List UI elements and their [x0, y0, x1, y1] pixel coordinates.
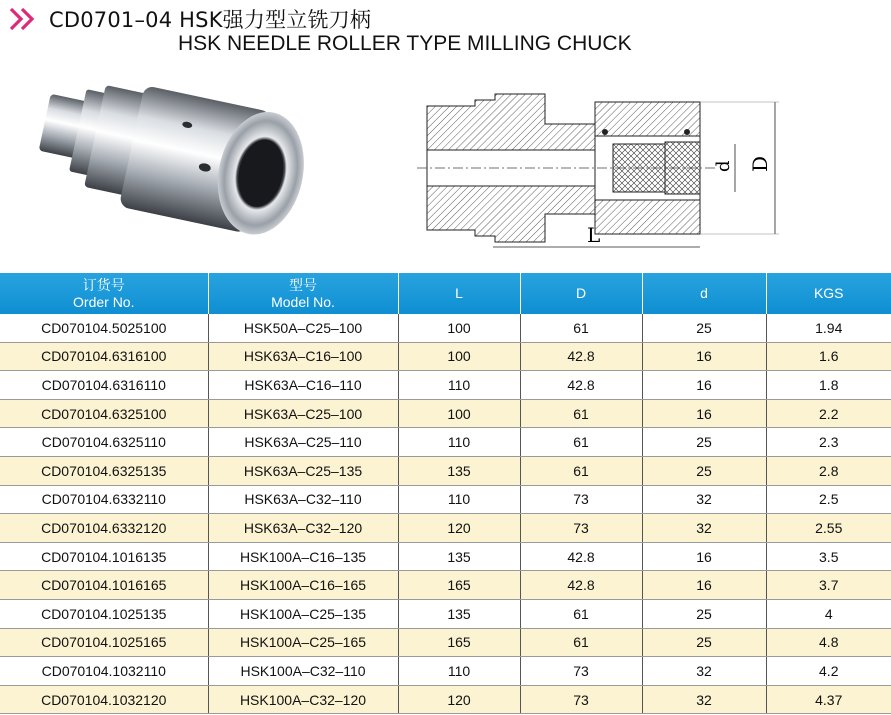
page-title: CD0701–04 HSK强力型立铣刀柄 — [49, 8, 372, 32]
cell-D: 73 — [520, 657, 642, 686]
cell-L: 120 — [398, 685, 520, 714]
cell-model: HSK63A–C16–110 — [208, 371, 398, 400]
cell-d: 32 — [642, 485, 766, 514]
cell-L: 135 — [398, 599, 520, 628]
table-row — [0, 342, 891, 371]
cell-kgs: 3.5 — [766, 542, 891, 571]
cell-d: 32 — [642, 657, 766, 686]
table-row — [0, 542, 891, 571]
page-subtitle: HSK NEEDLE ROLLER TYPE MILLING CHUCK — [178, 32, 632, 55]
table-row — [0, 485, 891, 514]
cell-kgs: 2.5 — [766, 485, 891, 514]
cell-kgs: 3.7 — [766, 571, 891, 600]
cell-D: 61 — [520, 456, 642, 485]
cell-model: HSK63A–C32–120 — [208, 514, 398, 543]
cell-model: HSK50A–C25–100 — [208, 314, 398, 342]
col-D: D — [520, 273, 642, 314]
table-row — [0, 657, 891, 686]
catalog-header — [0, 0, 891, 268]
cell-d: 25 — [642, 428, 766, 457]
table-row — [0, 371, 891, 400]
cell-D: 61 — [520, 399, 642, 428]
cell-d: 16 — [642, 371, 766, 400]
cell-D: 61 — [520, 314, 642, 342]
col-d: d — [642, 273, 766, 314]
col-L: L — [398, 273, 520, 314]
col-model-no: 型号 Model No. — [208, 273, 398, 314]
cell-order: CD070104.1016165 — [0, 571, 208, 600]
cell-model: HSK100A–C16–135 — [208, 542, 398, 571]
table-row — [0, 428, 891, 457]
technical-drawing — [415, 84, 795, 254]
L-label: L — [587, 223, 601, 247]
table-row — [0, 628, 891, 657]
cell-d: 25 — [642, 314, 766, 342]
table-row — [0, 571, 891, 600]
table-row — [0, 399, 891, 428]
cell-d: 25 — [642, 599, 766, 628]
cell-kgs: 4.37 — [766, 685, 891, 714]
cell-d: 25 — [642, 456, 766, 485]
cell-order: CD070104.6332120 — [0, 514, 208, 543]
cell-order: CD070104.1032120 — [0, 685, 208, 714]
cell-D: 73 — [520, 514, 642, 543]
cell-kgs: 2.3 — [766, 428, 891, 457]
cell-kgs: 2.55 — [766, 514, 891, 543]
cell-L: 110 — [398, 485, 520, 514]
table-row — [0, 514, 891, 543]
cell-order: CD070104.1025165 — [0, 628, 208, 657]
cell-model: HSK100A–C25–135 — [208, 599, 398, 628]
cell-D: 42.8 — [520, 542, 642, 571]
cell-kgs: 2.2 — [766, 399, 891, 428]
cell-order: CD070104.6316100 — [0, 342, 208, 371]
cell-d: 16 — [642, 542, 766, 571]
cell-L: 120 — [398, 514, 520, 543]
spec-table — [0, 273, 891, 714]
cell-D: 61 — [520, 428, 642, 457]
cell-kgs: 2.8 — [766, 456, 891, 485]
cell-D: 73 — [520, 485, 642, 514]
cell-order: CD070104.6325100 — [0, 399, 208, 428]
cell-L: 100 — [398, 399, 520, 428]
cell-L: 165 — [398, 628, 520, 657]
cell-order: CD070104.5025100 — [0, 314, 208, 342]
cell-model: HSK63A–C32–110 — [208, 485, 398, 514]
cell-model: HSK100A–C16–165 — [208, 571, 398, 600]
col-order-no: 订货号 Order No. — [0, 273, 208, 314]
table-row — [0, 599, 891, 628]
cell-model: HSK100A–C25–165 — [208, 628, 398, 657]
cell-L: 110 — [398, 428, 520, 457]
cell-model: HSK100A–C32–120 — [208, 685, 398, 714]
table-row — [0, 314, 891, 342]
cell-kgs: 1.94 — [766, 314, 891, 342]
cell-kgs: 1.6 — [766, 342, 891, 371]
cell-D: 42.8 — [520, 571, 642, 600]
cell-L: 100 — [398, 314, 520, 342]
cell-order: CD070104.6332110 — [0, 485, 208, 514]
cell-order: CD070104.1025135 — [0, 599, 208, 628]
cell-order: CD070104.1016135 — [0, 542, 208, 571]
cell-order: CD070104.6316110 — [0, 371, 208, 400]
D-label: D — [748, 155, 772, 172]
cell-D: 61 — [520, 599, 642, 628]
cell-model: HSK63A–C16–100 — [208, 342, 398, 371]
cell-model: HSK63A–C25–135 — [208, 456, 398, 485]
col-kgs: KGS — [766, 273, 891, 314]
cell-d: 16 — [642, 342, 766, 371]
product-photo — [30, 62, 315, 254]
d-label: d — [713, 160, 734, 172]
cell-d: 25 — [642, 628, 766, 657]
cell-D: 42.8 — [520, 371, 642, 400]
cell-d: 16 — [642, 399, 766, 428]
cell-kgs: 4.2 — [766, 657, 891, 686]
table-row — [0, 456, 891, 485]
cell-model: HSK63A–C25–110 — [208, 428, 398, 457]
cell-d: 32 — [642, 685, 766, 714]
cell-D: 61 — [520, 628, 642, 657]
cell-order: CD070104.6325135 — [0, 456, 208, 485]
cell-model: HSK63A–C25–100 — [208, 399, 398, 428]
cell-kgs: 4.8 — [766, 628, 891, 657]
cell-kgs: 1.8 — [766, 371, 891, 400]
table-row — [0, 685, 891, 714]
cell-L: 110 — [398, 657, 520, 686]
cell-D: 73 — [520, 685, 642, 714]
cell-model: HSK100A–C32–110 — [208, 657, 398, 686]
cell-L: 100 — [398, 342, 520, 371]
cell-order: CD070104.6325110 — [0, 428, 208, 457]
cell-L: 110 — [398, 371, 520, 400]
cell-L: 135 — [398, 542, 520, 571]
cell-kgs: 4 — [766, 599, 891, 628]
cell-order: CD070104.1032110 — [0, 657, 208, 686]
cell-L: 165 — [398, 571, 520, 600]
double-chevron-right-icon — [8, 6, 38, 32]
cell-d: 32 — [642, 514, 766, 543]
cell-D: 42.8 — [520, 342, 642, 371]
table-header — [0, 273, 891, 314]
cell-L: 135 — [398, 456, 520, 485]
cell-d: 16 — [642, 571, 766, 600]
